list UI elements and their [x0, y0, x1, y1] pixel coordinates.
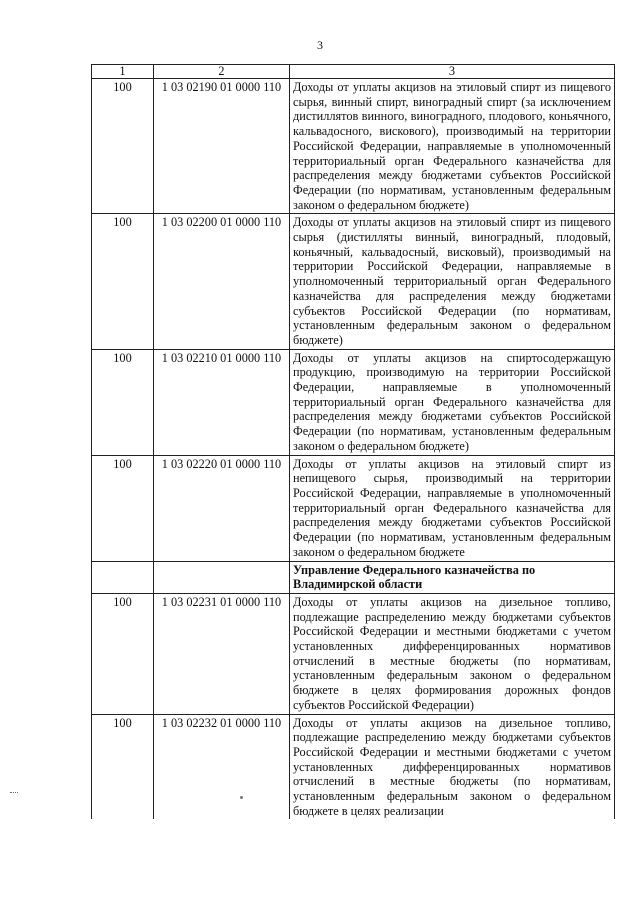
revenue-description-cell: Доходы от уплаты акцизов на этиловый спирт из непищевого сырья, производимый на территории Российской Федерации, направляемые в уполномоченный территориальный орган Федерального казначейства для распределения между бюджетами субъектов Российской Федерации (по нормативам, установленным федеральным законом о федеральном бюджете	[290, 455, 615, 561]
revenue-description-cell: Доходы от уплаты акцизов на этиловый спирт из пищевого сырья (дистилляты винный, виноградный, плодовый, коньячный, кальвадосный, висковый), производимый на территории Российской Федерации, направляемые в уполномоченный территориальный орган Федерального казначейства для распределения между бюджетами субъектов Российской Федерации (по нормативам, установленным федеральным законом о федеральном бюджете)	[290, 214, 615, 349]
header-col-1: 1	[92, 65, 154, 79]
table-body	[92, 79, 615, 820]
organization-heading-row	[92, 561, 615, 593]
table-row	[92, 214, 615, 349]
scan-margin-mark	[10, 792, 18, 794]
admin-code-cell: 100	[92, 455, 154, 561]
admin-code-cell: 100	[92, 79, 154, 214]
admin-code-cell	[92, 561, 154, 593]
header-col-2: 2	[154, 65, 290, 79]
revenue-description-cell: Доходы от уплаты акцизов на дизельное топливо, подлежащие распределению между бюджетами субъектов Российской Федерации и местными бюджетами с учетом установленных дифференцированных нормативов отчислений в местные бюджеты (по нормативам, установленным федеральным законом о федеральном бюджете в целях реализации	[290, 714, 615, 819]
table-header	[92, 65, 615, 79]
admin-code-cell: 100	[92, 349, 154, 455]
admin-code-cell: 100	[92, 214, 154, 349]
table-row	[92, 79, 615, 214]
kbk-code-cell: 1 03 02232 01 0000 110	[154, 714, 290, 819]
table-row	[92, 455, 615, 561]
table-row	[92, 349, 615, 455]
admin-code-cell: 100	[92, 593, 154, 714]
admin-code-cell: 100	[92, 714, 154, 819]
kbk-code-cell: 1 03 02190 01 0000 110	[154, 79, 290, 214]
revenue-codes-table	[91, 64, 615, 819]
kbk-code-cell: 1 03 02220 01 0000 110	[154, 455, 290, 561]
kbk-code-cell: 1 03 02231 01 0000 110	[154, 593, 290, 714]
kbk-code-cell	[154, 561, 290, 593]
revenue-description-cell: Доходы от уплаты акцизов на этиловый спирт из пищевого сырья, винный спирт, виноградный спирт (за исключением дистиллятов винного, виноградного, плодового, коньячного, кальвадосного, вискового), производимый на территории Российской Федерации, направляемые в уполномоченный территориальный орган Федерального казначейства для распределения между бюджетами субъектов Российской Федерации (по нормативам, установленным федеральным законом о федеральном бюджете)	[290, 79, 615, 214]
kbk-code-cell: 1 03 02200 01 0000 110	[154, 214, 290, 349]
organization-name-cell: Управление Федерального казначейства по Владимирской области	[290, 561, 615, 593]
kbk-code-cell: 1 03 02210 01 0000 110	[154, 349, 290, 455]
table-row	[92, 593, 615, 714]
table-row	[92, 714, 615, 819]
revenue-description-cell: Доходы от уплаты акцизов на спиртосодержащую продукцию, производимую на территории Российской Федерации, направляемые в уполномоченный территориальный орган Федерального казначейства для распределения между бюджетами субъектов Российской Федерации (по нормативам, установленным федеральным законом о федеральном бюджете)	[290, 349, 615, 455]
scan-dot-mark	[240, 796, 243, 799]
header-col-3: 3	[290, 65, 615, 79]
revenue-description-cell: Доходы от уплаты акцизов на дизельное топливо, подлежащие распределению между бюджетами субъектов Российской Федерации и местными бюджетами с учетом установленных дифференцированных нормативов отчислений в местные бюджеты (по нормативам, установленным федеральным законом о федеральном бюджете в целях формирования дорожных фондов субъектов Российской Федерации)	[290, 593, 615, 714]
page-number: 3	[317, 38, 323, 52]
header-row	[92, 65, 615, 79]
